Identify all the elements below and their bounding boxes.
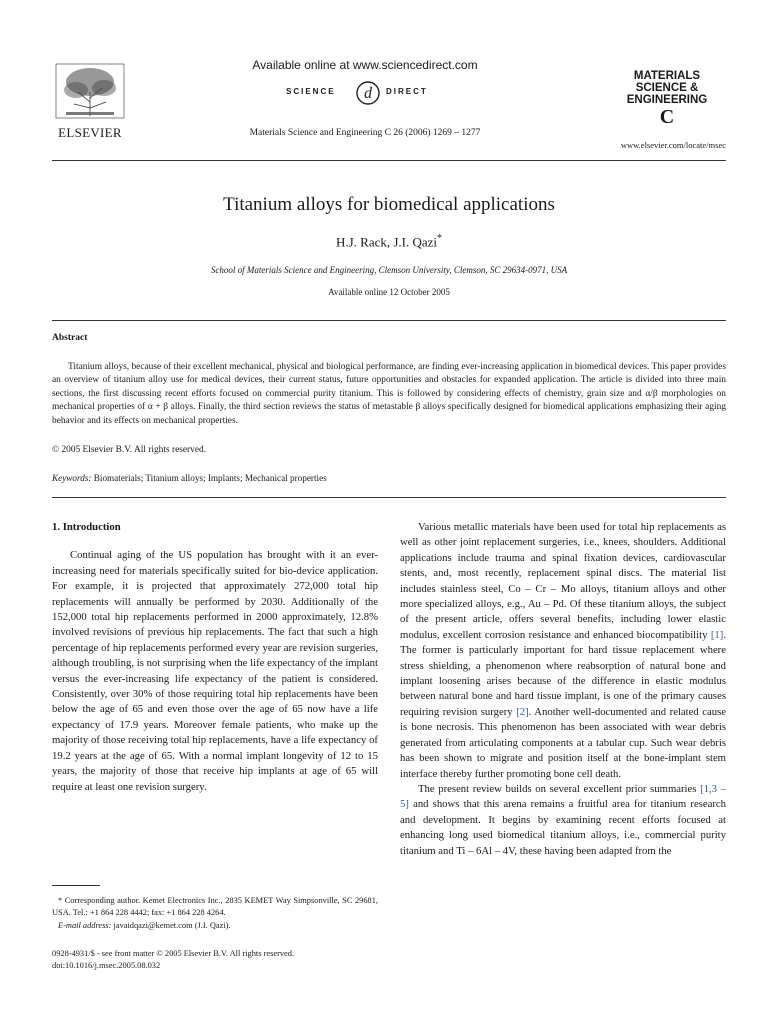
paragraph-text: . Another well-documented and related cause is bone necrosis. This phenomenon has been associated with wear debris generated from articulating components at a tabular cup. Such wear debris has been shown to migrate and position itself at the bone-implant stem interface thereby further promoting bone cell death. [400, 705, 727, 780]
paragraph-text: The present review builds on several excellent prior summaries [418, 782, 697, 795]
journal-citation: Materials Science and Engineering C 26 (2006) 1269 – 1277 [249, 128, 481, 138]
section-heading: 1. Introduction [52, 521, 121, 533]
citation-link[interactable]: [1] [710, 628, 724, 641]
sciencedirect-right: DIRECT [386, 87, 428, 96]
author-affiliation: School of Materials Science and Engineering, Clemson University, Clemson, SC 29634-0971, USA [210, 265, 568, 275]
journal-logo [612, 70, 722, 127]
sciencedirect-logo [262, 78, 472, 108]
journal-logo-line: SCIENCE & [635, 82, 699, 94]
keywords [52, 473, 327, 483]
abstract-copyright: © 2005 Elsevier B.V. All rights reserved. [52, 445, 207, 455]
available-online-notice: Available online at www.sciencedirect.com [252, 58, 478, 72]
article-title: Titanium alloys for biomedical applications [223, 194, 555, 215]
journal-logo-line: ENGINEERING [626, 94, 708, 106]
footnote-text: Corresponding author. Kemet Electronics Inc., 2835 KEMET Way Simpsonville, SC 29681, USA. Tel.: +1 864 228 4442; fax: +1 864 228 4264. [52, 896, 379, 918]
article-authors [52, 233, 726, 250]
journal-logo-letter: C [659, 106, 675, 128]
intro-paragraph-3 [400, 782, 726, 859]
paragraph-text: . The former is particularly important for hard tissue replacement where stress shielding, a phenomenon where reabsorption of natural bone and implant loosening arises because of the difference in elastic modulus between natural bone and hard tissue implant, is one of the primary causes requiring revision surgery [400, 628, 726, 718]
corresponding-mark: * [437, 233, 443, 244]
author-names: H.J. Rack, J.I. Qazi [335, 234, 438, 250]
doi-line[interactable]: doi:10.1016/j.msec.2005.08.032 [52, 961, 161, 971]
publisher-name: ELSEVIER [58, 125, 122, 140]
intro-paragraph-2 [400, 520, 726, 782]
email-label: E-mail address: [58, 920, 112, 930]
abstract-top-divider [52, 320, 726, 321]
abstract-paragraph: Titanium alloys, because of their excellent mechanical, physical and biological performance, are finding ever-increasing application in biomedical devices. This paper provides an overview of titanium alloy use for medical devices, their current status, future opportunities and obstacles for expanded application. The article is divided into three main sections, the first discussing recent efforts focused on commercial purity titanium. This is followed by considering effects of chemistry, grain size and α/β morphologies on mechanical properties of α + β alloys. Finally, the third section reviews the status of metastable β alloys specifically designed for biomedical applications emphasizing their aging behavior and its effects on mechanical properties. [52, 362, 726, 426]
sciencedirect-d-icon [355, 78, 381, 106]
journal-logo-line: MATERIALS [633, 70, 701, 82]
sciencedirect-left: SCIENCE [286, 87, 336, 96]
intro-paragraph-1: Continual aging of the US population has brought with it an ever-increasing need for materials specifically suited for bio-device application. For example, it is projected that approximately 272,000 total hip replacements will annually be performed by 2030. Additionally of the 152,000 total hip replacements performed in 2000 approximately, 12.8% involved revisions of previous hip replacements. The fact that such a high percentage of hip replacements performed every year are revision surgeries, although troubling, is not surprising when the life expectancy of the implant versus the ever-increasing life expectancy of the patient is considered. Consistently, over 30% of those requiring total hip replacements have been below the age of 65 and even those over the age of 65 now have a life expectancy of 17.9 years. Moreover female patients, who make up the majority of those receiving total hip replacements, have a life expectancy of 19.2 years at the age of 65. With a normal implant longevity of 12 to 15 years, the majority of those that receive hip implants at age of 65 will require at least one revision surgery. [52, 549, 378, 793]
header-divider [52, 160, 726, 161]
citation-link[interactable]: [1,3 – 5] [400, 782, 726, 811]
paragraph-text: Various metallic materials have been used for total hip replacements as well as other joint replacement surgeries, i.e., knees, shoulders. Additional applications include trauma and spinal fixation devices, cardiovascular stents, and, most recently, replacement spinal discs. The material list includes stainless steel, Co – Cr – Mo alloys, titanium alloys and other more specialized alloys, e.g., Au – Pd. Of these titanium alloys, the subject of the present article, offers several benefits, including lower elastic modulus, excellent corrosion resistance and enhanced biocompatibility [400, 521, 726, 641]
corresponding-author-footnote [52, 895, 378, 932]
footnote-divider [52, 885, 100, 886]
abstract-heading: Abstract [52, 333, 88, 343]
online-date: Available online 12 October 2005 [328, 287, 450, 297]
issn-line: 0928-4931/$ - see front matter © 2005 Elsevier B.V. All rights reserved. [52, 949, 295, 958]
keywords-label: Keywords: [52, 473, 92, 483]
abstract-bottom-divider [52, 497, 726, 498]
paragraph-text: and shows that this arena remains a fruitful area for titanium research and development. It begins by examining recent efforts focused at enhancing long used biomedical titanium alloys, i.e., commercial purity titanium and Ti – 6Al – 4V, these having been adapted from the [400, 798, 726, 857]
front-matter [52, 948, 378, 973]
left-column [52, 520, 378, 795]
footnote-mark: * [58, 896, 63, 905]
journal-url: www.elsevier.com/locate/msec [620, 140, 726, 150]
keywords-list: Biomaterials; Titanium alloys; Implants; Mechanical properties [93, 473, 327, 483]
email-link[interactable]: javaidqazi@kemet.com (J.I. Qazi). [113, 920, 231, 930]
abstract-body [52, 361, 726, 428]
svg-text:d: d [364, 85, 372, 102]
elsevier-tree-logo [52, 62, 128, 122]
right-column [400, 520, 726, 859]
citation-link[interactable]: [2] [516, 705, 529, 718]
